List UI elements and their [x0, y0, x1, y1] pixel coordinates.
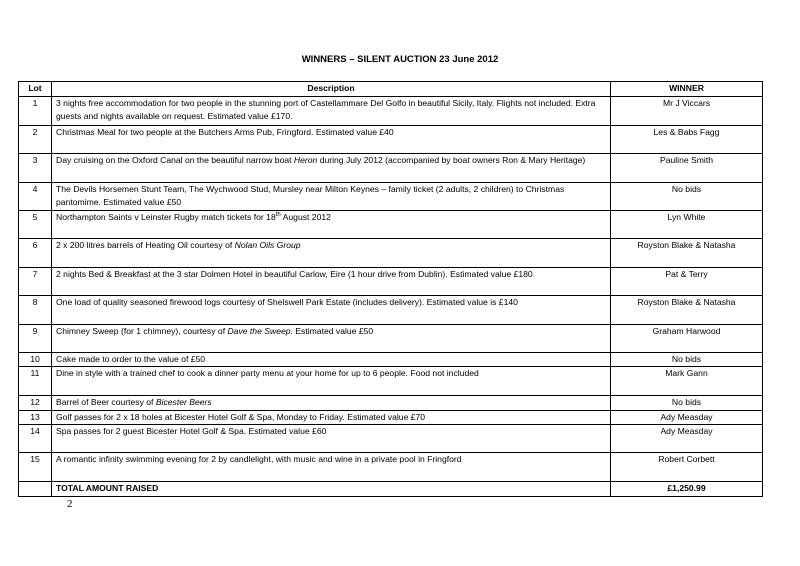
description-text: Heron [293, 154, 318, 165]
lot-description [52, 453, 611, 482]
description-text: Cake made to order to the value of £50 [56, 353, 206, 364]
table-row [19, 410, 763, 425]
lot-description [52, 324, 611, 352]
winner-name: No bids [611, 396, 763, 411]
lot-description [52, 238, 611, 267]
description-text: Estimated value £50 [292, 325, 374, 336]
lot-number: 8 [19, 295, 52, 324]
lot-description [52, 396, 611, 411]
lot-description [52, 410, 611, 425]
winner-name: Robert Corbett [611, 453, 763, 482]
winner-name: Ady Measday [611, 410, 763, 425]
lot-number: 15 [19, 453, 52, 482]
description-text: The Devils Horsemen Stunt Team, The Wychwood Stud, Mursley near Milton Keynes – family ticket (2 adults, 2 children) to Christmas pantomime. Estimated value £50 [56, 183, 565, 207]
lot-number: 14 [19, 425, 52, 453]
description-text: Dine in style with a trained chef to cook a dinner party menu at your home for up to 6 people. Food not included [56, 368, 479, 378]
lot-number: 1 [19, 96, 52, 125]
lot-number: 5 [19, 210, 52, 238]
description-text: Chimney Sweep (for 1 chimney), courtesy of [56, 325, 228, 336]
table-row [19, 453, 763, 482]
page-number: 2 [67, 498, 73, 510]
document-title: WINNERS – SILENT AUCTION 23 June 2012 [301, 54, 499, 65]
description-text: Christmas Meal for two people at the Butchers Arms Pub, Fringford. Estimated value £40 [56, 126, 394, 137]
table-row [19, 367, 763, 396]
description-text: th [275, 211, 281, 218]
lot-description [52, 96, 611, 125]
lot-number: 3 [19, 153, 52, 182]
description-text: 3 nights free accommodation for two people in the stunning port of Castellammare Del Golfo in beautiful Sicily, Italy. Flights not included. Extra guests and nights available on request. Estimated value £170. [56, 97, 596, 121]
total-row [19, 482, 763, 497]
lot-description [52, 425, 611, 453]
table-row [19, 125, 763, 153]
lot-column-header: Lot [19, 82, 52, 97]
lot-description [52, 367, 611, 396]
lot-number: 2 [19, 125, 52, 153]
lot-description [52, 210, 611, 238]
winner-name: Lyn White [611, 210, 763, 238]
table-row [19, 352, 763, 367]
description-text: One load of quality seasoned firewood logs courtesy of Shelswell Park Estate (includes delivery). Estimated value is £140 [56, 296, 518, 307]
table-row [19, 210, 763, 238]
description-text: 2 nights Bed & Breakfast at the 3 star Dolmen Hotel in beautiful Carlow, Eire (1 hour drive from Dublin). Estimated value £180 [56, 268, 533, 279]
table-row [19, 324, 763, 352]
description-text: Nolan Oils Group [234, 239, 301, 250]
description-text: Spa passes for 2 guest Bicester Hotel Golf & Spa. Estimated value £60 [56, 426, 327, 436]
lot-description [52, 267, 611, 295]
lot-number: 4 [19, 182, 52, 210]
table-row [19, 238, 763, 267]
lot-number: 6 [19, 238, 52, 267]
total-label: TOTAL AMOUNT RAISED [52, 482, 611, 497]
lot-number: 7 [19, 267, 52, 295]
winner-name: Mark Gann [611, 367, 763, 396]
winner-name: Ady Measday [611, 425, 763, 453]
table-row [19, 295, 763, 324]
description-text: Northampton Saints v Leinster Rugby match tickets for 18 [56, 211, 276, 222]
winner-name: Pauline Smith [611, 153, 763, 182]
lot-number: 13 [19, 410, 52, 425]
table-row [19, 153, 763, 182]
total-value: £1,250.99 [611, 482, 763, 497]
lot-description [52, 153, 611, 182]
lot-number: 9 [19, 324, 52, 352]
table-row [19, 267, 763, 295]
description-text: 2 x 200 litres barrels of Heating Oil courtesy of [56, 239, 235, 250]
lot-number: 11 [19, 367, 52, 396]
lot-description [52, 295, 611, 324]
description-text: Golf passes for 2 x 18 holes at Bicester Hotel Golf & Spa, Monday to Friday. Estimated value £70 [56, 411, 426, 422]
table-row [19, 182, 763, 210]
lot-description [52, 352, 611, 367]
description-text: August 2012 [280, 211, 331, 222]
lot-description [52, 125, 611, 153]
table-body [19, 96, 763, 482]
description-text: A romantic infinity swimming evening for 2 by candlelight, with music and wine in a private pool in Fringford [56, 454, 462, 464]
description-text: during July 2012 (accompanied by boat owners Ron & Mary Heritage) [317, 154, 586, 165]
winner-column-header: WINNER [611, 82, 763, 97]
description-text: Dave the Sweep. [227, 325, 293, 336]
lot-description [52, 182, 611, 210]
winner-name: Mr J Viccars [611, 96, 763, 125]
table-row [19, 96, 763, 125]
auction-winners-table [18, 81, 763, 497]
table-row [19, 425, 763, 453]
winner-name: No bids [611, 182, 763, 210]
winner-name: Royston Blake & Natasha [611, 295, 763, 324]
description-text: Bicester Beers [155, 397, 212, 407]
table-row [19, 396, 763, 411]
total-lot-cell [19, 482, 52, 497]
description-text: Day cruising on the Oxford Canal on the beautiful narrow boat [56, 154, 294, 165]
winner-name: Graham Harwood [611, 324, 763, 352]
winner-name: Pat & Terry [611, 267, 763, 295]
winner-name: Les & Babs Fagg [611, 125, 763, 153]
winner-name: No bids [611, 352, 763, 367]
winner-name: Royston Blake & Natasha [611, 238, 763, 267]
table-header-row [19, 82, 763, 97]
description-text: Barrel of Beer courtesy of [56, 397, 156, 407]
lot-number: 12 [19, 396, 52, 411]
description-column-header: Description [52, 82, 611, 97]
lot-number: 10 [19, 352, 52, 367]
